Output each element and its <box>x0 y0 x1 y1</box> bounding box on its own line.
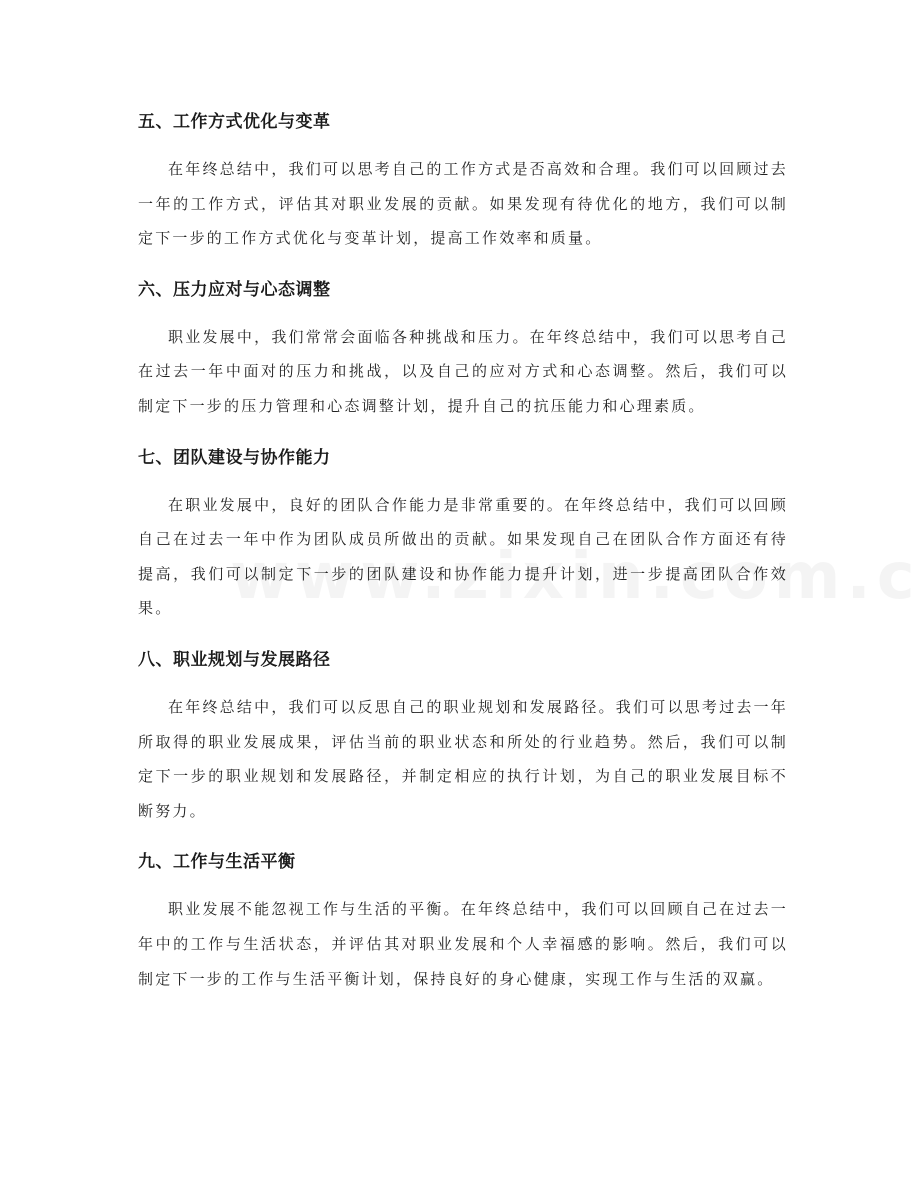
section-heading: 七、团队建设与协作能力 <box>138 447 331 468</box>
section-paragraph: 在职业发展中，良好的团队合作能力是非常重要的。在年终总结中，我们可以回顾自己在过去一年中作为团队成员所做出的贡献。如果发现自己在团队合作方面还有待提高，我们可以制定下一步的团队建设和协作能力提升计划，进一步提高团队合作效果。 <box>138 495 788 618</box>
section-7 <box>138 436 788 626</box>
section-heading: 六、压力应对与心态调整 <box>138 279 331 300</box>
section-heading: 五、工作方式优化与变革 <box>138 112 331 132</box>
section-9 <box>138 840 788 996</box>
section-heading: 八、职业规划与发展路径 <box>138 649 331 670</box>
section-6 <box>138 268 788 424</box>
document-body <box>138 100 788 1008</box>
section-paragraph: 职业发展中，我们常常会面临各种挑战和压力。在年终总结中，我们可以思考自己在过去一年中面对的压力和挑战，以及自己的应对方式和心态调整。然后，我们可以制定下一步的压力管理和心态调整计划，提升自己的抗压能力和心理素质。 <box>138 327 788 415</box>
section-8 <box>138 638 788 828</box>
section-paragraph: 在年终总结中，我们可以思考自己的工作方式是否高效和合理。我们可以回顾过去一年的工作方式，评估其对职业发展的贡献。如果发现有待优化的地方，我们可以制定下一步的工作方式优化与变革计划，提高工作效率和质量。 <box>138 160 788 248</box>
section-5 <box>138 100 788 256</box>
section-paragraph: 在年终总结中，我们可以反思自己的职业规划和发展路径。我们可以思考过去一年所取得的职业发展成果，评估当前的职业状态和所处的行业趋势。然后，我们可以制定下一步的职业规划和发展路径，并制定相应的执行计划，为自己的职业发展目标不断努力。 <box>138 697 788 820</box>
section-paragraph: 职业发展不能忽视工作与生活的平衡。在年终总结中，我们可以回顾自己在过去一年中的工作与生活状态，并评估其对职业发展和个人幸福感的影响。然后，我们可以制定下一步的工作与生活平衡计划，保持良好的身心健康，实现工作与生活的双赢。 <box>138 900 788 988</box>
section-heading: 九、工作与生活平衡 <box>138 852 296 873</box>
